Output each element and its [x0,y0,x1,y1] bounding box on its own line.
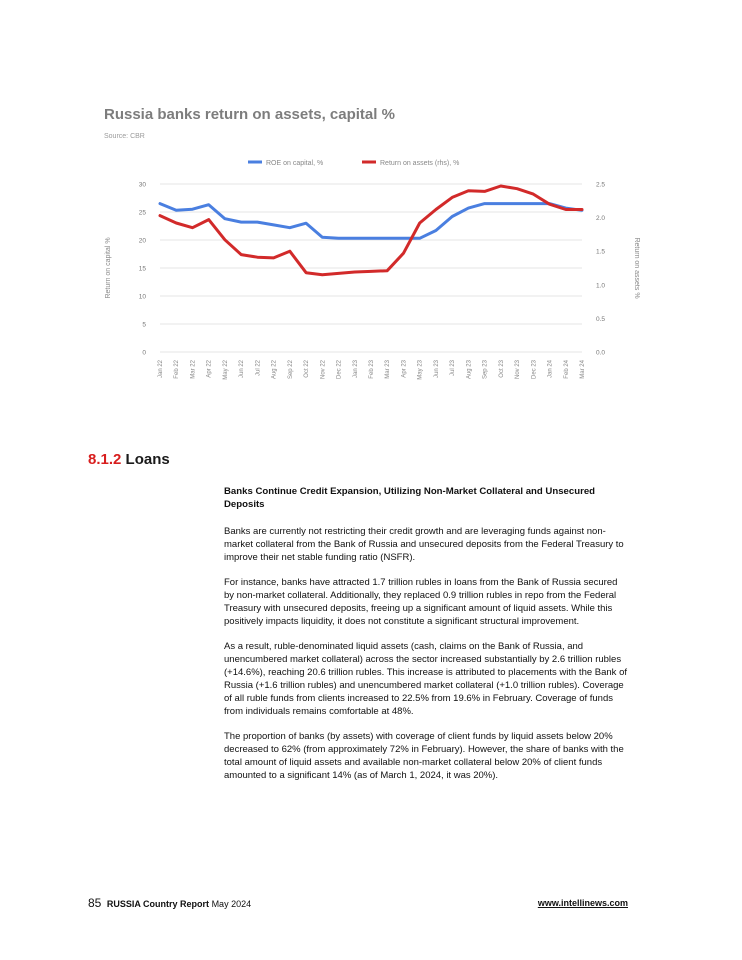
y-tick-right: 0.5 [596,315,606,323]
x-tick-label: Sep 22 [287,360,294,380]
y-tick-right: 0.0 [596,349,606,357]
x-tick-label: Oct 22 [304,360,311,378]
x-tick-label: May 22 [222,360,229,380]
x-tick-label: Jan 23 [352,360,359,379]
x-tick-label: Apr 22 [206,360,213,378]
x-tick-label: Jun 22 [239,360,246,379]
x-tick-label: Mar 22 [190,360,197,379]
x-tick-label: Jul 23 [450,360,457,377]
x-tick-label: Mar 23 [385,360,392,379]
legend-label: ROE on capital, % [266,160,324,167]
x-tick-label: Dec 23 [531,360,538,380]
article [224,485,628,794]
article-paragraph: For instance, banks have attracted 1.7 trillion rubles in loans from the Bank of Russia secured by non-market collateral. Additionally, they replaced 0.9 trillion rubles in repo from the Federal Treasury with unsecured deposits, freeing up a significant amount of liquid assets. While this positively impacts liquidity, it does not constitute a significant structural improvement. [224,577,618,627]
report-title: RUSSIA Country Report [106,899,210,909]
x-tick-label: Feb 24 [563,360,570,379]
x-tick-label: Jan 24 [547,360,554,379]
y-tick-left: 15 [138,265,146,273]
chart-subtitle: Source: CBR [104,133,145,140]
x-tick-label: Jun 23 [433,360,440,379]
series-line [160,186,582,275]
page-number: 85 [88,896,102,910]
x-tick-label: Nov 23 [515,360,522,380]
section-number: 8.1.2 [88,451,122,468]
y-axis-title-right: Return on assets % [633,237,640,299]
website-link[interactable]: www.intellinews.com [537,898,628,908]
x-tick-label: May 23 [417,360,424,380]
series-line [160,204,582,239]
x-tick-label: Mar 24 [580,360,586,379]
article-heading: Banks Continue Credit Expansion, Utilizing Non-Market Collateral and Unsecured Deposits [224,486,596,510]
section-heading [88,451,170,468]
x-tick-label: Oct 23 [498,360,505,378]
x-tick-label: Aug 22 [271,360,278,380]
x-tick-label: Nov 22 [320,360,327,380]
line-chart [100,150,645,400]
article-paragraph: The proportion of banks (by assets) with coverage of client funds by liquid assets below 20% decreased to 62% (from approximately 72% in February). However, the share of banks with the total amount of liquid assets and available non-market collateral below 20% of client funds amounted to a significant 14% (as of March 1, 2024, it was 20%). [224,731,624,781]
x-tick-label: Feb 23 [369,360,375,379]
legend-label: Return on assets (rhs), % [380,160,460,167]
page-footer [88,896,628,910]
report-date: May 2024 [211,899,252,909]
y-tick-left: 20 [138,237,146,245]
y-axis-title-left: Return on capital % [105,237,112,299]
x-tick-label: Jan 22 [158,360,164,379]
y-tick-left: 5 [142,321,146,329]
x-tick-label: Dec 22 [336,360,343,380]
chart-title: Russia banks return on assets, capital % [104,106,395,123]
y-tick-left: 30 [138,181,146,189]
section-title: Loans [125,451,170,468]
x-tick-label: Apr 23 [401,360,408,378]
y-tick-right: 2.0 [596,215,606,223]
y-tick-left: 25 [138,209,146,217]
y-tick-right: 1.0 [596,282,606,290]
x-tick-label: Jul 22 [255,360,262,377]
article-paragraph: Banks are currently not restricting their credit growth and are leveraging funds against non-market collateral from the Bank of Russia and unsecured deposits from the Federal Treasury to improve their net stable funding ratio (NSFR). [224,526,624,563]
x-tick-label: Sep 23 [482,360,489,380]
y-tick-right: 1.5 [596,248,606,256]
article-paragraph: As a result, ruble-denominated liquid assets (cash, claims on the Bank of Russia, and unencumbered market collateral) across the sector increased substantially by 2.6 trillion rubles (+14.6%), reaching 20.6 trillion rubles. This increase is attributed to placements with the Bank of Russia (+1.6 trillion rubles) and unencumbered market collateral (+1.0 trillion rubles). Coverage of all ruble funds from clients increased to 22.5% from 19.6% in February. Coverage of funds from individuals remains comfortable at 48%. [224,641,627,717]
x-tick-label: Feb 22 [174,360,181,379]
x-tick-label: Aug 23 [466,360,473,380]
y-tick-left: 10 [138,293,146,301]
y-tick-left: 0 [142,349,146,357]
y-tick-right: 2.5 [596,181,606,189]
